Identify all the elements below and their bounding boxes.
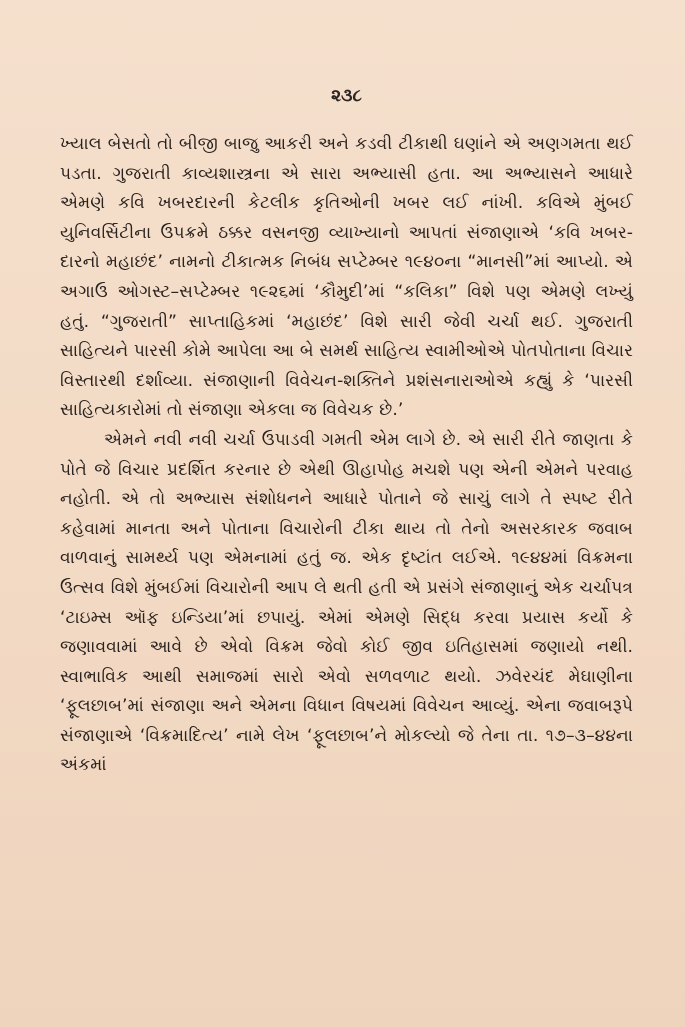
paragraph-2: એમને નવી નવી ચર્ચા ઉપાડવી ગમતી એમ લાગે છે. એ સારી રીતે જાણતા કે પોતે જે વિચાર પ્રદર્શિત કરનાર છે એથી ઊહાપોહ મચશે પણ એની એમને પરવાહ નહોતી. એ તો અભ્યાસ સંશોધનને આધારે પોતાને જે સાચું લાગે તે સ્પષ્ટ રીતે કહેવામાં માનતા અને પોતાના વિચારોની ટીકા થાય તો તેનો અસરકારક જવાબ વાળવાનું સામર્થ્ય પણ એમનામાં હતું જ. એક દૃષ્ટાંત લઈએ. ૧૯૪૪માં વિક્રમના ઉત્સવ વિશે મુંબઈમાં વિચારોની આપ લે થતી હતી એ પ્રસંગે સંજાણાનું એક ચર્ચાપત્ર ‘ટાઇમ્સ ઑફ ઇન્ડિયા’માં છપાયું. એમાં એમણે સિદ્ધ કરવા પ્રયાસ કર્યો કે જણાવવામાં આવે છે એવો વિક્રમ જેવો કોઈ જીવ ઇતિહાસમાં જણાયો નથી. સ્વાભાવિક આથી સમાજમાં સારો એવો સળવળાટ થયો. ઝવેરચંદ મેઘાણીના ‘ફૂલછાબ’માં સંજાણા અને એમના વિધાન વિષયમાં વિવેચન આવ્યું. એના જવાબરૂપે સંજાણાએ ‘વિક્રમાદિત્ય’ નામે લેખ ‘ફૂલછાબ’ને મોકલ્યો જે તેના તા. ૧૭–૩–૪૪ના અંકમાં — [60, 429, 633, 776]
paragraph-1: ખ્યાલ બેસતો તો બીજી બાજુ આકરી અને કડવી ટીકાથી ઘણાંને એ અણગમતા થઈ પડતા. ગુજરાતી કાવ્યશાસ્ત્રના એ સારા અભ્યાસી હતા. આ અભ્યાસને આધારે એમણે કવિ ખબરદારની કેટલીક કૃતિઓની ખબર લઈ નાંખી. કવિએ મુંબઈ યુનિવર્સિટીના ઉપક્રમે ઠક્કર વસનજી વ્યાખ્યાનો આપતાં સંજાણાએ ‘કવિ ખબર-દારનો મહાછંદ’ નામનો ટીકાત્મક નિબંધ સપ્ટેમ્બર ૧૯૪૦ના “માનસી”માં આપ્યો. એ અગાઉ ઓગસ્ટ–સપ્ટેમ્બર ૧૯૨૬માં ‘કૌમુદી’માં “કલિકા” વિશે પણ એમણે લખ્યું હતું. “ગુજરાતી” સાપ્તાહિકમાં ‘મહાછંદ’ વિશે સારી જેવી ચર્ચા થઈ. ગુજરાતી સાહિત્યને પારસી કોમે આપેલા આ બે સમર્થ સાહિત્ય સ્વામીઓએ પોતપોતાના વિચાર વિસ્તારથી દર્શાવ્યા. સંજાણાની વિવેચન-શક્તિને પ્રશંસનારાઓએ કહ્યું કે ‘પારસી સાહિત્યકારોમાં તો સંજાણા એકલા જ વિવેચક છે.’ — [60, 134, 633, 421]
page-number: ૨૩૮ — [331, 86, 362, 106]
